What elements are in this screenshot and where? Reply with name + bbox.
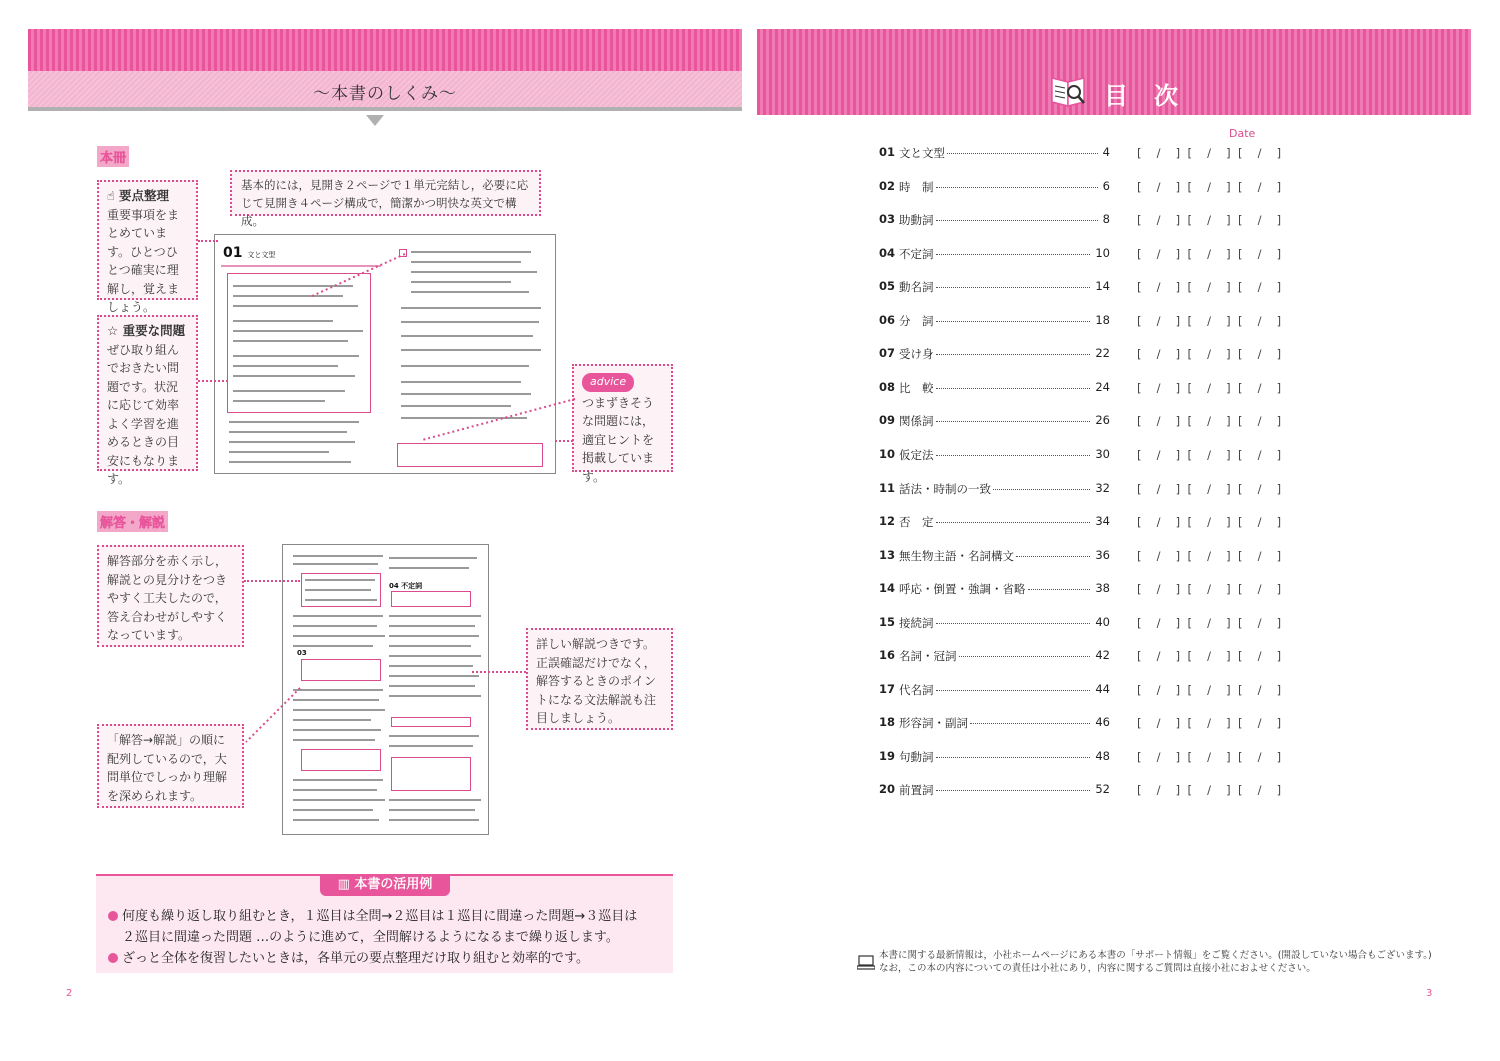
left-header-band [28, 29, 742, 71]
book-icon: ▥ [337, 877, 350, 892]
toc-leader [936, 388, 1090, 389]
toc-chapter-name: 形容詞・副詞 [899, 716, 968, 731]
section-label-main: 本冊 [97, 146, 129, 167]
toc-chapter-name: 受け身 [899, 347, 934, 362]
toc-number: 01 [879, 145, 896, 159]
explain-text: 詳しい解説つきです。正誤確認だけでなく，解答するときのポイントになる文法解説も注目しましょう。 [536, 637, 657, 725]
toc-number: 13 [879, 547, 896, 562]
toc-page-number: 18 [1095, 312, 1110, 327]
toc-leader [936, 421, 1090, 422]
toc-date-slots[interactable]: [ / ] [ / ] [ / ] [1137, 548, 1282, 563]
toc-leader [936, 321, 1090, 322]
toc-page-number: 6 [1102, 178, 1110, 193]
toc-chapter-name: 話法・時制の一致 [899, 481, 991, 496]
toc-row [879, 179, 1359, 195]
toc-row [879, 514, 1359, 530]
toc-leader [936, 287, 1090, 288]
toc-date-slots[interactable]: [ / ] [ / ] [ / ] [1137, 615, 1282, 630]
toc-leader [936, 522, 1090, 523]
left-title-box [28, 71, 742, 111]
toc-row [879, 749, 1359, 765]
toc-title: 目次 [1104, 82, 1204, 110]
toc-date-slots[interactable]: [ / ] [ / ] [ / ] [1137, 481, 1282, 496]
footnote-line-1: 本書に関する最新情報は，小社ホームページにある本書の「サポート情報」をご覧ください。(開設していない場合もございます。) [879, 950, 1432, 961]
toc-page-number: 10 [1095, 245, 1110, 260]
important-head: 重要な問題 [122, 323, 186, 338]
toc-number: 07 [879, 346, 896, 361]
toc-leader [936, 690, 1090, 691]
toc-page-number: 26 [1095, 413, 1110, 428]
toc-leader [970, 723, 1090, 724]
toc-leader [936, 455, 1090, 456]
mock-answer-heading1: 04 不定詞 [389, 582, 423, 590]
toc-chapter-name: 不定詞 [899, 246, 934, 261]
toc-page-number: 30 [1095, 446, 1110, 461]
mock-answer-heading2: 03 [297, 649, 307, 657]
mock-unit-name: 文と文型 [247, 251, 276, 259]
computer-icon [857, 955, 875, 970]
toc-page-number: 14 [1095, 279, 1110, 294]
toc-number: 03 [879, 212, 896, 227]
toc-row [879, 346, 1359, 362]
usage-line-1: 何度も繰り返し取り組むとき，１巡目は全問→２巡目は１巡目に間違った問題→３巡目は [108, 906, 665, 927]
toc-number: 06 [879, 312, 896, 327]
toc-chapter-name: 文と文型 [899, 146, 945, 160]
toc-number: 20 [879, 782, 896, 797]
hand-icon: ☝ [107, 188, 115, 203]
toc-chapter-name: 代名詞 [899, 682, 934, 697]
toc-number: 17 [879, 681, 896, 696]
usage-panel [96, 874, 673, 973]
important-body: ぜひ取り組んでおきたい問題です。状況に応じて効率よく学習を進めるときの目安にもなります。 [107, 342, 180, 486]
advice-body: つまずきそうな問題には，適宜ヒントを掲載しています。 [582, 395, 655, 484]
title-notch [366, 115, 384, 126]
toc-page-number: 40 [1095, 614, 1110, 629]
toc-row [879, 581, 1359, 597]
toc-chapter-name: 仮定法 [899, 447, 934, 462]
toc-row [879, 313, 1359, 329]
toc-page-number: 46 [1095, 715, 1110, 730]
toc-number: 14 [879, 581, 896, 596]
toc-leader [959, 656, 1090, 657]
toc-page-number: 22 [1095, 346, 1110, 361]
toc-page-number: 44 [1095, 681, 1110, 696]
order-text: 「解答→解説」の順に配列しているので，大問単位でしっかり理解を深められます。 [107, 733, 228, 803]
toc-row [879, 481, 1359, 497]
toc-number: 15 [879, 614, 896, 629]
page-number-left: 2 [66, 988, 73, 999]
order-note [97, 724, 244, 808]
intro-note-text: 基本的には，見開き２ページで１単元完結し，必要に応じて見開き４ページ構成で，簡潔かつ明快な英文で構成。 [241, 178, 529, 228]
advice-pill: advice [582, 373, 634, 392]
toc-chapter-name: 比 較 [899, 380, 934, 395]
toc-leader [936, 187, 1098, 188]
intro-connector [310, 250, 410, 300]
toc-number: 18 [879, 715, 896, 730]
toc-chapter-name: 呼応・倒置・強調・省略 [899, 582, 1026, 597]
answer-page-mockup [282, 544, 489, 835]
toc-number: 04 [879, 245, 896, 260]
toc-leader [936, 354, 1090, 355]
toc-number: 02 [879, 178, 896, 193]
toc-number: 11 [879, 480, 896, 495]
toc-number: 16 [879, 648, 896, 663]
toc-leader [936, 623, 1090, 624]
usage-tab: ▥ 本書の活用例 [320, 874, 450, 896]
toc-number: 09 [879, 413, 896, 428]
toc-leader [936, 757, 1090, 758]
star-icon: ☆ [107, 323, 119, 338]
date-header: Date [1229, 127, 1256, 140]
toc-date-slots[interactable]: [ / ] [ / ] [ / ] [1137, 716, 1282, 731]
toc-row [879, 380, 1359, 396]
toc-date-slots[interactable]: [ / ] [ / ] [ / ] [1137, 246, 1282, 261]
toc-page-number: 52 [1095, 782, 1110, 797]
toc-row [879, 145, 1359, 161]
toc-page-number: 42 [1095, 648, 1110, 663]
summary-body: 重要事項をまとめています。ひとつひとつ確実に理解し，覚えましょう。 [107, 207, 180, 314]
toc-row [879, 682, 1359, 698]
toc-chapter-name: 助動詞 [899, 213, 934, 228]
toc-number: 19 [879, 748, 896, 763]
toc-page-number: 24 [1095, 379, 1110, 394]
bullet-icon [108, 911, 118, 921]
toc-chapter-name: 無生物主語・名詞構文 [899, 548, 1014, 563]
toc-date-slots[interactable]: [ / ] [ / ] [ / ] [1137, 146, 1282, 160]
advice-note [572, 364, 673, 484]
toc-row [879, 615, 1359, 631]
toc-chapter-name: 動名詞 [899, 280, 934, 295]
important-note [97, 315, 198, 486]
toc-leader [936, 220, 1098, 221]
toc-row [879, 715, 1359, 731]
toc-date-slots[interactable]: [ / ] [ / ] [ / ] [1137, 179, 1282, 194]
toc-date-slots[interactable]: [ / ] [ / ] [ / ] [1137, 682, 1282, 697]
toc-leader [936, 254, 1090, 255]
toc-row [879, 447, 1359, 463]
page-number-right: 3 [1426, 988, 1433, 999]
toc-page-number: 48 [1095, 748, 1110, 763]
toc-date-slots[interactable]: [ / ] [ / ] [ / ] [1137, 213, 1282, 228]
toc-row [879, 782, 1359, 798]
toc-row [879, 648, 1359, 664]
mock-advice-box [397, 443, 543, 467]
toc-row [879, 279, 1359, 295]
toc-page-number: 34 [1095, 514, 1110, 529]
toc-date-slots[interactable]: [ / ] [ / ] [ / ] [1137, 783, 1282, 798]
mock-unit-no: 01 [223, 245, 243, 261]
toc-leader [947, 153, 1098, 154]
advice-connector [420, 395, 580, 445]
book-search-icon [1050, 74, 1090, 108]
toc-chapter-name: 時 制 [899, 179, 934, 194]
toc-number: 05 [879, 279, 896, 294]
toc-leader [993, 489, 1090, 490]
toc-row [879, 212, 1359, 228]
toc-date-slots[interactable]: [ / ] [ / ] [ / ] [1137, 582, 1282, 597]
toc-date-slots[interactable]: [ / ] [ / ] [ / ] [1137, 749, 1282, 764]
toc-chapter-name: 接続詞 [899, 615, 934, 630]
summary-note [97, 180, 198, 314]
explain-note [526, 628, 673, 730]
usage-line-3: ざっと全体を復習したいときは，各単元の要点整理だけ取り組むと効率的です。 [108, 948, 665, 969]
section-label-answer: 解答・解説 [97, 511, 168, 532]
toc-row [879, 413, 1359, 429]
toc-number: 08 [879, 379, 896, 394]
answer-red-text: 解答部分を赤く示し，解説との見分けをつきやすく工夫したので，答え合わせがしやすくなっています。 [107, 554, 228, 642]
toc-page-number: 8 [1102, 212, 1110, 227]
intro-note [230, 170, 541, 228]
toc-date-slots[interactable]: [ / ] [ / ] [ / ] [1137, 313, 1282, 328]
toc-chapter-name: 句動詞 [899, 749, 934, 764]
toc-date-slots[interactable]: [ / ] [ / ] [ / ] [1137, 380, 1282, 395]
toc-date-slots[interactable]: [ / ] [ / ] [ / ] [1137, 649, 1282, 664]
toc-page-number: 32 [1095, 480, 1110, 495]
answer-red-note [97, 545, 244, 647]
toc-chapter-name: 名詞・冠詞 [899, 649, 957, 664]
toc-chapter-name: 否 定 [899, 515, 934, 530]
toc-date-slots[interactable]: [ / ] [ / ] [ / ] [1137, 515, 1282, 530]
toc-number: 10 [879, 446, 896, 461]
toc-date-slots[interactable]: [ / ] [ / ] [ / ] [1137, 280, 1282, 295]
toc-row [879, 548, 1359, 564]
toc-date-slots[interactable]: [ / ] [ / ] [ / ] [1137, 414, 1282, 429]
toc-date-slots[interactable]: [ / ] [ / ] [ / ] [1137, 447, 1282, 462]
summary-head: 要点整理 [118, 188, 169, 203]
toc-number: 12 [879, 514, 896, 529]
toc-page-number: 4 [1102, 145, 1110, 159]
footnote [879, 949, 1432, 975]
toc-chapter-name: 前置詞 [899, 783, 934, 798]
usage-line-2: ２巡目に間違った問題 …のように進めて，全問解けるようになるまで繰り返します。 [122, 930, 619, 945]
toc-row [879, 246, 1359, 262]
toc-page-number: 38 [1095, 581, 1110, 596]
page-title: 〜本書のしくみ〜 [313, 84, 457, 104]
toc-page-number: 36 [1095, 547, 1110, 562]
toc-date-slots[interactable]: [ / ] [ / ] [ / ] [1137, 347, 1282, 362]
toc-leader [936, 790, 1090, 791]
bullet-icon [108, 953, 118, 963]
order-connector [244, 686, 304, 746]
toc-chapter-name: 分 詞 [899, 313, 934, 328]
footnote-line-2: なお，この本の内容についての責任は小社にあり，内容に関するご質問は直接小社におよせください。 [879, 963, 1316, 974]
toc-chapter-name: 関係詞 [899, 414, 934, 429]
